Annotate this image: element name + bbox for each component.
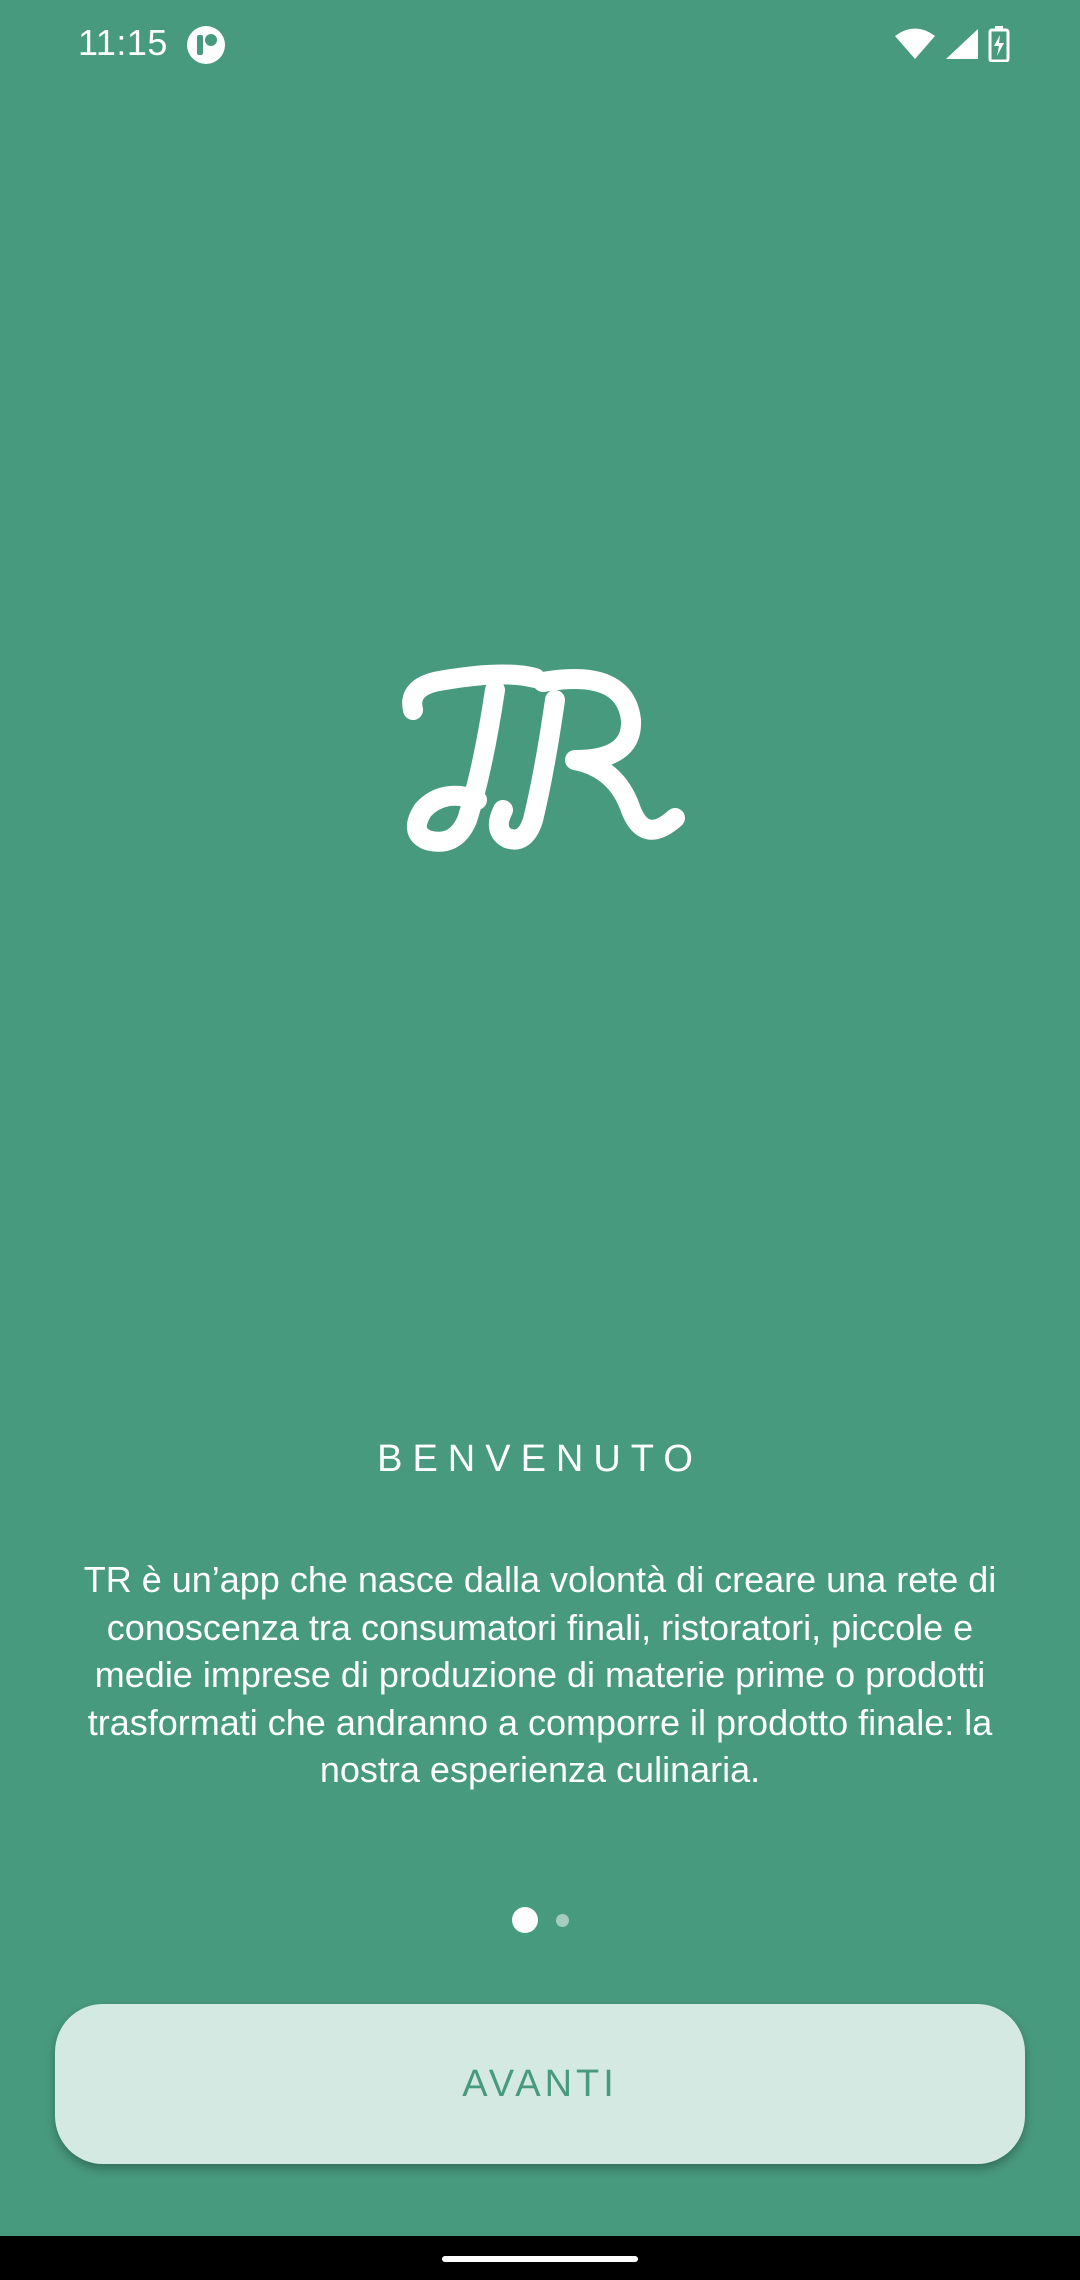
tr-logo [395, 660, 685, 860]
welcome-title: BENVENUTO [377, 1438, 703, 1480]
signal-icon [944, 27, 980, 61]
system-navigation-bar [0, 2236, 1080, 2280]
wifi-icon [894, 27, 936, 61]
welcome-description: TR è un’app che nasce dalla volontà di creare una rete di conoscenza tra consumatori finali, ristoratori, piccole e medie imprese di produzione di materie prime o prodotti trasformati che andranno a comporre il prodotto finale: la nostra esperienza culinaria. [83, 1559, 997, 1790]
page-indicator-dot[interactable] [556, 1914, 569, 1927]
status-bar [0, 0, 1080, 90]
battery-charging-icon [988, 26, 1010, 62]
page-indicator-dot-active[interactable] [512, 1907, 538, 1933]
status-icons [894, 24, 1010, 64]
next-button[interactable]: AVANTI [55, 2004, 1025, 2164]
home-gesture-handle[interactable] [442, 2256, 638, 2262]
status-time: 11:15 [78, 22, 168, 63]
notification-app-icon [186, 25, 226, 65]
page-indicator [0, 1905, 1080, 1935]
